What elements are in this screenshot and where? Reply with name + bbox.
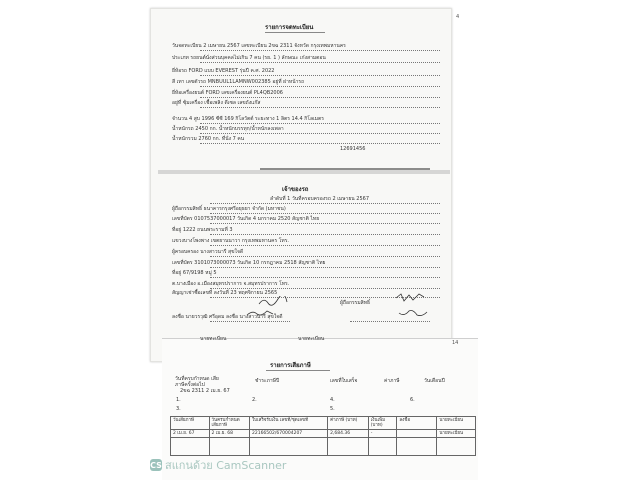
dotted-line [210, 321, 290, 322]
s1-line-3: ยี่ห้อรถ FORD แบบ EVEREST รุ่นปี ค.ศ. 2022 [172, 68, 275, 74]
list-mark: 2. [252, 397, 257, 403]
table-header: เงินเพิ่ม (บาท) [368, 417, 397, 430]
dotted-line [210, 203, 440, 204]
table-cell [368, 438, 397, 456]
signature-mark [398, 308, 428, 318]
title-underline [265, 32, 325, 33]
signature-mark [245, 308, 275, 318]
table-header-row [171, 417, 476, 430]
s1-line-9: น้ำหนักรวม 2760 กก. ที่นั่ง 7 คน [172, 136, 245, 142]
s1-line-6: อยู่ที่ ซุ้มเครื่อง เชื้อเพลิง ดีเซล เลขถังแก๊ส [172, 100, 261, 106]
dotted-line [200, 75, 440, 76]
s2-line-12: ลงชื่อ นายวรวุฒิ ศรีอุดม ลงชื่อ นางสาวนารี สุขใจดี [172, 314, 283, 320]
table-header: วันเสียภาษี [171, 417, 210, 430]
list-mark: 5. [330, 406, 335, 412]
signature-mark [258, 296, 288, 306]
section2-title: เจ้าของรถ [282, 186, 309, 193]
stamp-line [260, 168, 430, 171]
dotted-line [210, 256, 440, 257]
dotted-line [210, 234, 440, 235]
dotted-line [200, 107, 440, 108]
s2-line-3: เลขที่บัตร 0107537000017 วันเกิด 4 มกราคม 2520 สัญชาติ ไทย [172, 216, 320, 222]
dotted-line [210, 267, 440, 268]
list-mark: 1. [176, 397, 181, 403]
tax-reg-line: 2ขฉ 2311 2 เม.ย. 67 [180, 388, 230, 394]
s2-line-4: ที่อยู่ 1222 ถนนพระรามที่ 3 [172, 227, 233, 233]
s2-line-7: เลขที่บัตร 3101073000073 วันเกิด 10 กรกฎาคม 2518 สัญชาติ ไทย [172, 260, 326, 266]
list-mark: 4. [330, 397, 335, 403]
table-cell [209, 438, 249, 456]
s2-line-6: ผู้ครอบครอง นางสาวนารี สุขใจดี [172, 249, 244, 255]
s1-line-8: น้ำหนักรถ 2450 กก. น้ำหนักบรรทุก/น้ำหนักลงเพลา [172, 126, 284, 132]
table-cell [171, 438, 210, 456]
s2-line-9: ต.บางเมือง อ.เมืองสมุทรปราการ จ.สมุทรปราการ โทร. [172, 281, 290, 287]
table-cell [397, 430, 437, 438]
dotted-line [210, 245, 440, 246]
s2-line-10: สัญญาเช่าซื้อเลขที่ ลงวันที่ 23 พฤศจิกายน 2565 [172, 290, 278, 296]
tax-header-col-2: ชำระภาษีปี [255, 378, 280, 384]
camscanner-watermark [150, 458, 286, 472]
s1-line-1: วันจดทะเบียน 2 เมษายน 2567 เลขทะเบียน 2ขฉ 2311 จังหวัด กรุงเทพมหานคร [172, 43, 346, 49]
table-cell [397, 438, 437, 456]
table-cell: 2,684.36 [328, 430, 369, 438]
s2-line-11: ผู้ถือกรรมสิทธิ์ [340, 300, 371, 306]
watermark-text: สแกนด้วย CamScanner [165, 459, 287, 472]
camscanner-logo-icon: CS [150, 460, 162, 470]
dotted-line [200, 86, 440, 87]
s1-line-4: สี เทา เลขตัวรถ MNBUUL1LAMNW002385 อยู่ที่ ฝาหน้ารถ [172, 79, 305, 85]
dotted-line [200, 50, 440, 51]
section3-title: รายการเสียภาษี [270, 362, 311, 369]
tax-header-col-4: ค่าภาษี [384, 378, 400, 384]
dotted-line [200, 143, 440, 144]
signature-mark [395, 292, 425, 302]
s2-line-13: นายทะเบียน นายทะเบียน [200, 336, 325, 342]
table-header: นายทะเบียน [437, 417, 476, 430]
dotted-line [210, 288, 440, 289]
table-cell [437, 438, 476, 456]
table-header: วันครบกำหนด เสียภาษี [209, 417, 249, 430]
section1-title: รายการจดทะเบียน [265, 24, 314, 31]
table-cell: 2 เม.ย. 67 [171, 430, 210, 438]
table-cell [328, 438, 369, 456]
page-mark: 14 [452, 340, 459, 346]
table-header: ค่าภาษี (บาท) [328, 417, 369, 430]
table-row [171, 438, 476, 456]
table-cell: - [368, 430, 397, 438]
page-number: 4 [456, 14, 460, 20]
list-mark: 3. [176, 406, 181, 412]
dotted-line [210, 223, 440, 224]
tax-table [170, 416, 476, 456]
dotted-line [200, 133, 440, 134]
s2-line-8: ที่อยู่ 67/9198 หมู่ 5 [172, 270, 217, 276]
tax-header-col-1: วันที่ครบกำหนด เสียภาษีครั้งต่อไป [175, 376, 219, 388]
dotted-line [210, 277, 440, 278]
tax-header-col-3: เลขที่ใบเสร็จ [330, 378, 358, 384]
table-cell: 22166502/670004207 [249, 430, 327, 438]
s1-line-5: ยี่ห้อเครื่องยนต์ FORD เลขเครื่องยนต์ PL4QB2006 [172, 90, 283, 96]
table-cell [249, 438, 327, 456]
dotted-line [200, 123, 440, 124]
list-mark: 6. [410, 397, 415, 403]
dotted-line [200, 62, 440, 63]
s2-line-2: ผู้ถือกรรมสิทธิ์ ธนาคารกรุงศรีอยุธยา จำกัด (มหาชน) [172, 206, 286, 212]
s2-line-1: ลำดับที่ 1 วันที่ครอบครองรถ 2 เมษายน 2567 [270, 196, 369, 202]
tax-header-col-5: วันเดือนปี [424, 378, 445, 384]
table-row [171, 430, 476, 438]
s1-serial: 12691456 [340, 146, 366, 152]
s2-line-5: แขวงบางโพงพาง เขตยานนาวา กรุงเทพมหานคร โทร. [172, 238, 289, 244]
s1-line-2: ประเภท รถยนต์นั่งส่วนบุคคลไม่เกิน 7 คน (รย. 1 ) ลักษณะ เก๋งสามตอน [172, 55, 326, 61]
table-header: ลงชื่อ [397, 417, 437, 430]
dotted-line [210, 213, 440, 214]
title-underline [266, 370, 330, 371]
s1-line-7: จำนวน 4 สูบ 1996 ซีซี 169 กิโลวัตต์ ระยะทาง 1 ลิตร 14.4 กิโลเมตร [172, 116, 324, 122]
table-cell: นายทะเบียน [437, 430, 476, 438]
table-header: ใบเสร็จรับเงิน เลขที่/ชุดเลขที่ [249, 417, 327, 430]
table-cell: 2 เม.ย. 68 [209, 430, 249, 438]
dotted-line [350, 321, 430, 322]
dotted-line [200, 97, 440, 98]
